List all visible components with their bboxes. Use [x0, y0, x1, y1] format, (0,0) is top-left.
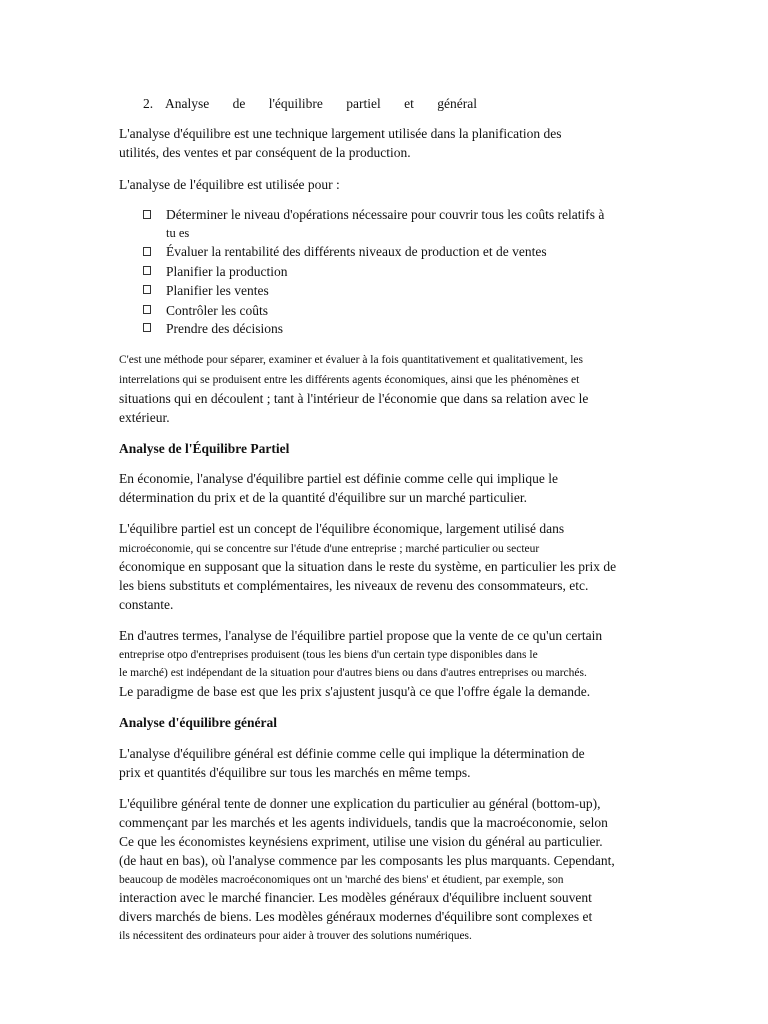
bullet-item-continuation: tu es — [166, 226, 190, 240]
bullet-box-icon — [143, 210, 151, 219]
bullet-box-icon — [143, 266, 151, 275]
paragraph-line: divers marchés de biens. Les modèles généraux modernes d'équilibre sont complexes et — [119, 909, 593, 924]
paragraph-line: interaction avec le marché financier. Les modèles généraux d'équilibre incluent souvent — [119, 890, 592, 905]
paragraph-line: Ce que les économistes keynésiens expriment, utilise une vision du général au particulier. — [119, 834, 603, 849]
paragraph-line: L'équilibre partiel est un concept de l'équilibre économique, largement utilisé dans — [119, 521, 565, 536]
paragraph-line: ils nécessitent des ordinateurs pour aider à trouver des solutions numériques. — [119, 930, 472, 942]
paragraph-line: détermination du prix et de la quantité d'équilibre sur un marché particulier. — [119, 490, 528, 505]
paragraph-line: En d'autres termes, l'analyse de l'équilibre partiel propose que la vente de ce qu'un certain — [119, 628, 603, 643]
paragraph-line: (de haut en bas), où l'analyse commence par les composants les plus marquants. Cependant, — [119, 853, 615, 868]
paragraph-line: L'équilibre général tente de donner une explication du particulier au général (bottom-up), — [119, 796, 601, 811]
paragraph-line: L'analyse d'équilibre général est définie comme celle qui implique la détermination de — [119, 746, 585, 761]
paragraph-line: Le paradigme de base est que les prix s'ajustent jusqu'à ce que l'offre égale la demande. — [119, 684, 591, 699]
bullet-box-icon — [143, 247, 151, 256]
paragraph-line: C'est une méthode pour séparer, examiner et évaluer à la fois quantitativement et qualitativement, les — [119, 354, 583, 366]
section-number: 2. — [143, 96, 154, 111]
bullet-item: Planifier la production — [166, 264, 288, 279]
paragraph-line: L'analyse d'équilibre est une technique largement utilisée dans la planification des — [119, 126, 562, 141]
bullet-box-icon — [143, 305, 151, 314]
paragraph-line: beaucoup de modèles macroéconomiques ont un 'marché des biens' et étudient, par exemple, son — [119, 874, 564, 886]
bullet-box-icon — [143, 285, 151, 294]
paragraph-line: interrelations qui se produisent entre les différents agents économiques, ainsi que les phénomènes et — [119, 374, 580, 386]
paragraph-line: les biens substituts et complémentaires, les niveaux de revenu des consommateurs, etc. — [119, 578, 589, 593]
bullet-item: Évaluer la rentabilité des différents niveaux de production et de ventes — [166, 244, 547, 259]
paragraph-line: microéconomie, qui se concentre sur l'étude d'une entreprise ; marché particulier ou secteur — [119, 543, 540, 555]
paragraph-line: utilités, des ventes et par conséquent de la production. — [119, 145, 411, 160]
paragraph-line: L'analyse de l'équilibre est utilisée pour : — [119, 177, 340, 192]
subheading-partiel: Analyse de l'Équilibre Partiel — [119, 441, 290, 456]
paragraph-line: extérieur. — [119, 410, 170, 425]
paragraph-line: situations qui en découlent ; tant à l'intérieur de l'économie que dans sa relation avec le — [119, 391, 589, 406]
paragraph-line: En économie, l'analyse d'équilibre partiel est définie comme celle qui implique le — [119, 471, 558, 486]
section-heading: Analyse de l'équilibre partiel et général — [165, 96, 477, 111]
paragraph-line: commençant par les marchés et les agents individuels, tandis que la macroéconomie, selon — [119, 815, 608, 830]
paragraph-line: le marché) est indépendant de la situation pour d'autres biens ou dans d'autres entreprises ou marchés. — [119, 667, 587, 679]
subheading-general: Analyse d'équilibre général — [119, 715, 278, 730]
paragraph-line: entreprise otpo d'entreprises produisent (tous les biens d'un certain type disponibles dans le — [119, 649, 538, 661]
bullet-box-icon — [143, 323, 151, 332]
bullet-item: Prendre des décisions — [166, 321, 283, 336]
paragraph-line: économique en supposant que la situation dans le reste du système, en particulier les prix de — [119, 559, 617, 574]
bullet-item: Déterminer le niveau d'opérations nécessaire pour couvrir tous les coûts relatifs à — [166, 207, 605, 222]
bullet-item: Contrôler les coûts — [166, 303, 268, 318]
bullet-item: Planifier les ventes — [166, 283, 269, 298]
paragraph-line: constante. — [119, 597, 174, 612]
paragraph-line: prix et quantités d'équilibre sur tous les marchés en même temps. — [119, 765, 471, 780]
